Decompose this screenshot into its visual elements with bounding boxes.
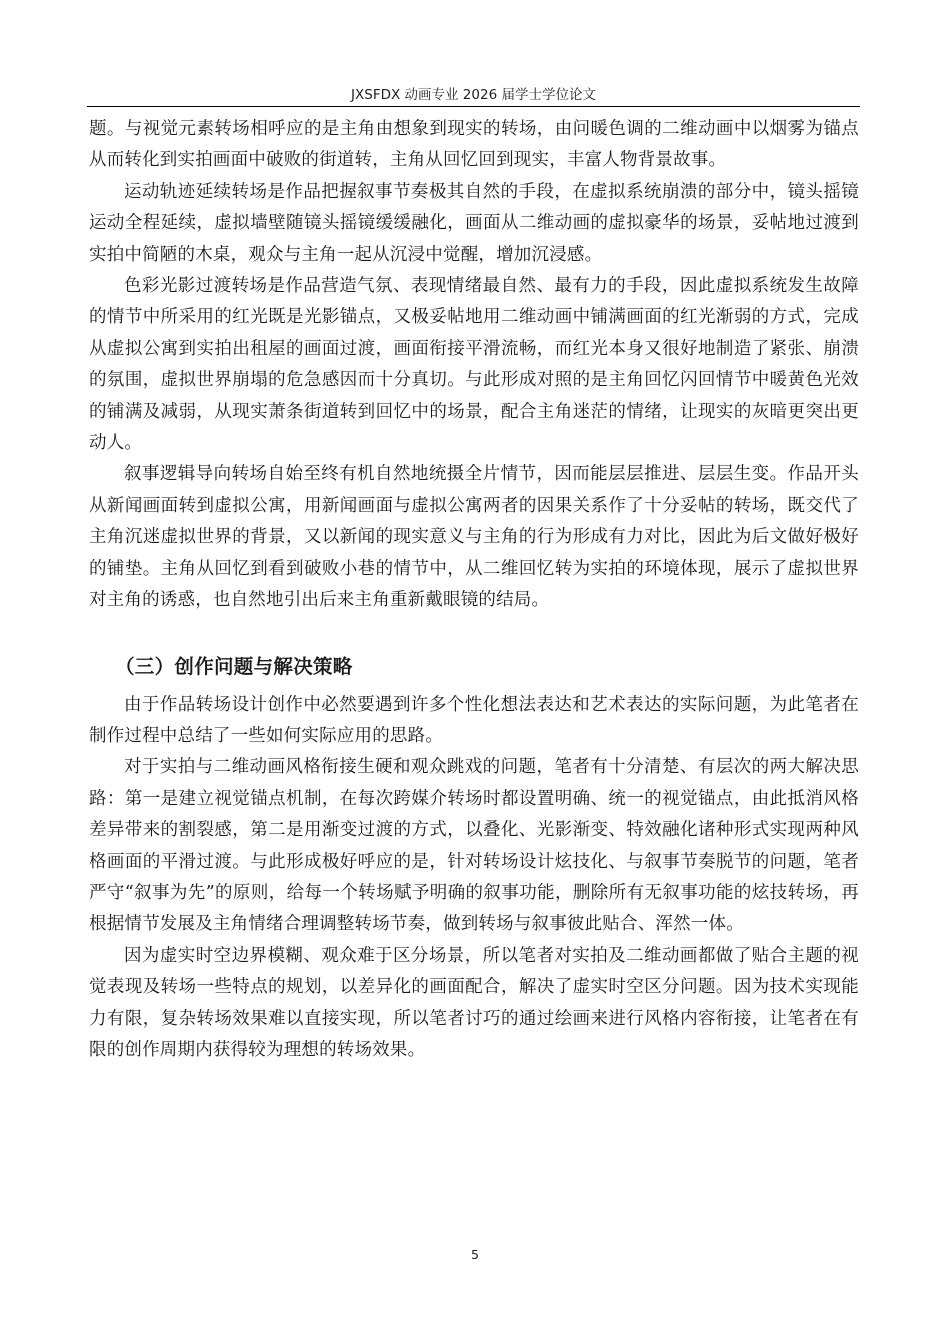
- paragraph-space-time: 因为虚实时空边界模糊、观众难于区分场景，所以笔者对实拍及二维动画都做了贴合主题的视觉表现及转场一些特点的规划，以差异化的画面配合，解决了虚实时空区分问题。因为技术实现能力有限，复杂转场效果难以直接实现，所以笔者讨巧的通过绘画来进行风格内容衔接，让笔者在有限的创作周期内获得较为理想的转场效果。: [89, 945, 859, 1060]
- running-header: JXSFDX 动画专业 2026 届学士学位论文: [351, 87, 596, 103]
- page-number: 5: [471, 1247, 479, 1262]
- paragraph-narrative-transition: 叙事逻辑导向转场自始至终有机自然地统摄全片情节，因而能层层推进、层层生变。作品开头从新闻画面转到虚拟公寓，用新闻画面与虚拟公寓两者的因果关系作了十分妥帖的转场，既交代了主角沉迷虚拟世界的背景，又以新闻的现实意义与主角的行为形成有力对比，因此为后文做好极好的铺垫。主角从回忆到看到破败小巷的情节中，从二维回忆转为实拍的环境体现，展示了虚拟世界对主角的诱惑，也自然地引出后来主角重新戴眼镜的结局。: [89, 464, 859, 611]
- section-heading: （三）创作问题与解决策略: [115, 654, 353, 678]
- body-text: [89, 114, 859, 1066]
- paragraph-motion-transition: 运动轨迹延续转场是作品把握叙事节奏极其自然的手段，在虚拟系统崩溃的部分中，镜头摇镜运动全程延续，虚拟墙壁随镜头摇镜缓缓融化，画面从二维动画的虚拟豪华的场景，妥帖地过渡到实拍中简陋的木桌，观众与主角一起从沉浸中觉醒，增加沉浸感。: [89, 181, 859, 265]
- paragraph-color-light-transition: 色彩光影过渡转场是作品营造气氛、表现情绪最自然、最有力的手段，因此虚拟系统发生故障的情节中所采用的红光既是光影锚点，又极妥帖地用二维动画中铺满画面的红光渐弱的方式，完成从虚拟公寓到实拍出租屋的画面过渡，画面衔接平滑流畅，而红光本身又很好地制造了紧张、崩溃的氛围，虚拟世界崩塌的危急感因而十分真切。与此形成对照的是主角回忆闪回情节中暖黄色光效的铺满及减弱，从现实萧条街道转到回忆中的场景，配合主角迷茫的情绪，让现实的灰暗更突出更动人。: [89, 276, 859, 454]
- paragraph-intro: 由于作品转场设计创作中必然要遇到许多个性化想法表达和艺术表达的实际问题，为此笔者在制作过程中总结了一些如何实际应用的思路。: [89, 694, 859, 746]
- paragraph-continued: 题。与视觉元素转场相呼应的是主角由想象到现实的转场，由问暖色调的二维动画中以烟雾为锚点从而转化到实拍画面中破败的街道转，主角从回忆回到现实，丰富人物背景故事。: [89, 119, 859, 171]
- paragraph-style-connection: 对于实拍与二维动画风格衔接生硬和观众跳戏的问题，笔者有十分清楚、有层次的两大解决思路：第一是建立视觉锚点机制，在每次跨媒介转场时都设置明确、统一的视觉锚点，由此抵消风格差异带来的割裂感，第二是用渐变过渡的方式，以叠化、光影渐变、特效融化诸种形式实现两种风格画面的平滑过渡。与此形成极好呼应的是，针对转场设计炫技化、与叙事节奏脱节的问题，笔者严守“叙事为先”的原则，给每一个转场赋予明确的叙事功能，删除所有无叙事功能的炫技转场，再根据情节发展及主角情绪合理调整转场节奏，做到转场与叙事彼此贴合、浑然一体。: [89, 757, 859, 935]
- header-rule: [87, 106, 860, 107]
